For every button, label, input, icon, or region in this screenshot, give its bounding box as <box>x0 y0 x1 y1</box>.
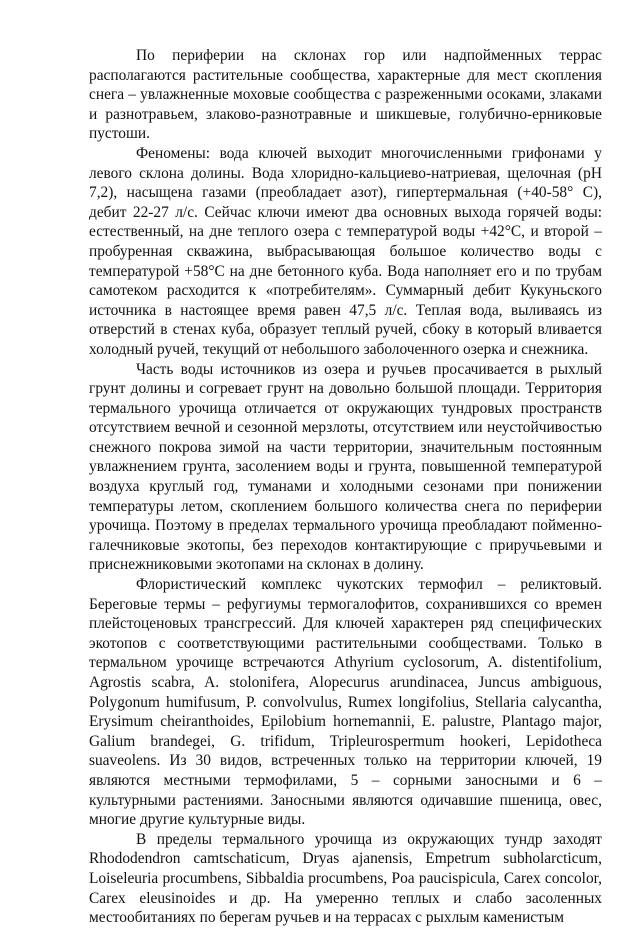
paragraph-tundra-species: В пределы термального урочища из окружающих тундр заходят Rhododendron camtschaticum, Dryas ajanensis, Empetrum subholarcticum, Loiseleuria procumbens, Sibbaldia procumbens, Poa paucispicula, Carex concolor, Carex eleusinoides и др. На умеренно теплых и слабо засоленных местообитаниях по берегам ручьев и на террасах с рыхлым каменистым <box>89 830 602 927</box>
paragraph-floristic-complex: Флористический комплекс чукотских термофил – реликтовый. Береговые термы – рефугиумы термогалофитов, сохранившихся со времен плейстоценовых трансгрессий. Для ключей характерен ряд специфических экотопов с соответствующими растительными сообществами. Только в термальном урочище встречаются Athyrium cyclosorum, A. distentifolium, Agrostis scabra, A. stolonifera, Alopecurus arundinacea, Juncus ambiguous, Polygonum humifusum, P. convolvulus, Rumex longifolius, Stellaria calycantha, Erysimum cheiranthoides, Epilobium hornemannii, E. palustre, Plantago major, Galium brandegei, G. trifidum, Tripleurospermum hookeri, Lepidotheca suaveolens. Из 30 видов, встреченных только на территории ключей, 19 являются местными термофилами, 5 – сорными заносными и 6 – культурными растениями. Заносными являются одичавшие пшеница, овес, многие другие культурные виды. <box>89 576 602 829</box>
paragraph-phenomena: Феномены: вода ключей выходит многочисленными грифонами у левого склона долины. Вода хлоридно-кальциево-натриевая, щелочная (pH 7,2), насыщена газами (преобладает азот), гипертермальная (+40-58° С), дебит 22-27 л/с. Сейчас ключи имеют два основных выхода горячей воды: естественный, на дне теплого озера с температурой воды +42°С, и второй – пробуренная скважина, выбрасывающая большое количество воды с температурой +58°С на дне бетонного куба. Вода наполняет его и по трубам самотеком расходится к «потребителям». Суммарный дебит Кукуньского источника в настоящее время равен 47,5 л/с. Теплая вода, выливаясь из отверстий в стенах куба, образует теплый ручей, сбоку в который вливается холодный ручей, текущий от небольшого заболоченного озерка и снежника. <box>89 144 602 358</box>
paragraph-snow-communities: По периферии на склонах гор или надпойменных террас располагаются растительные сообщества, характерные для мест скопления снега – увлажненные моховые сообщества с разреженными осоками, злаками и разнотравьем, злаково-разнотравные и шикшевые, голубично-ерниковые пустоши. <box>89 47 602 143</box>
paragraph-thermal-ground: Часть воды источников из озера и ручьев просачивается в рыхлый грунт долины и согревает грунт на довольно большой площади. Территория термального урочища отличается от окружающих тундровых пространств отсутствием вечной и сезонной мерзлоты, отсутствием или неустойчивостью снежного покрова зимой на части территории, значительным постоянным увлажнением грунта, засолением воды и грунта, повышенной температурой воздуха круглый год, туманами и холодными сезонами при понижении температуры летом, скоплением большого количества снега по периферии урочища. Поэтому в пределах термального урочища преобладают пойменно-галечниковые экотопы, без переходов контактирующие с приручьевыми и приснежниковыми экотопами на склонах в долину. <box>89 360 602 574</box>
